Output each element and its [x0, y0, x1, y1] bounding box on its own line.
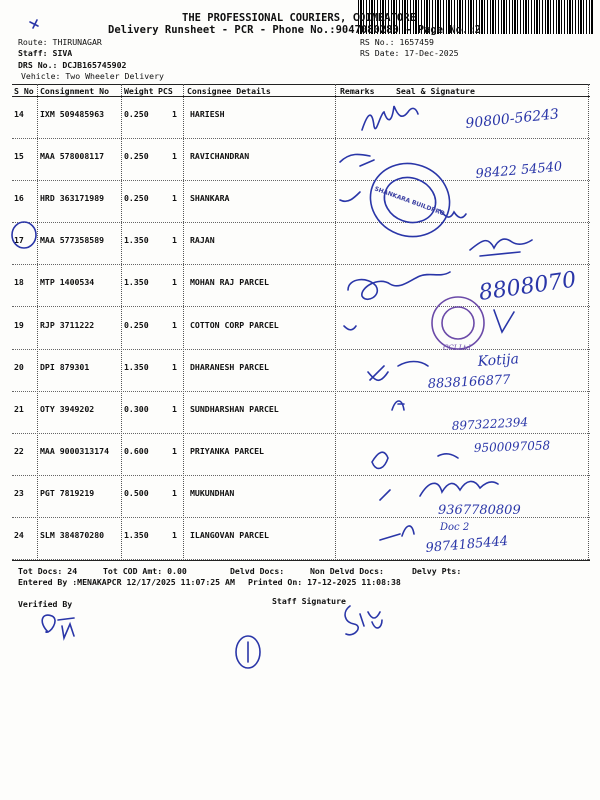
row-pcs: 1 [172, 277, 177, 288]
row-consignment-no: MAA 578008117 [40, 151, 105, 162]
row-sno: 15 [14, 151, 24, 162]
row-pcs: 1 [172, 109, 177, 119]
tick-22 [372, 452, 388, 468]
verified-by-signature [42, 615, 74, 638]
row-sno: 17 [14, 235, 24, 246]
col-header-sno: S No [14, 86, 34, 96]
shankara-stamp [360, 152, 460, 247]
row-pcs: 1 [172, 151, 177, 162]
signature-23 [380, 481, 498, 500]
staff-signature-label: Staff Signature [272, 596, 346, 606]
row-consignee: RAVICHANDRAN [190, 151, 250, 162]
circled-17 [12, 222, 36, 248]
row-pcs: 1 [172, 403, 177, 414]
rs-no-label: RS No.: [360, 37, 395, 47]
row-consignment-no: IXM 509485963 [40, 109, 105, 119]
col-header-consignment: Consignment No [40, 86, 110, 96]
tick-19 [344, 326, 356, 330]
printed-on: Printed On: 17-12-2025 11:08:38 [248, 577, 401, 587]
row-pcs: 1 [172, 235, 177, 246]
tick-16 [340, 192, 360, 201]
signature-21 [392, 401, 404, 410]
row-consignment-no: SLM 384870280 [40, 530, 105, 540]
scribble-20 [398, 362, 428, 367]
stray-mark [30, 20, 38, 28]
handwritten-phone-21: 8973222394 [451, 415, 529, 433]
runsheet-title: Delivery Runsheet - PCR - Phone No.:9047080280 - Page No.:2 [108, 24, 481, 36]
drs-value: DCJB165745902 [62, 60, 127, 70]
company-title: THE PROFESSIONAL COURIERS, COIMBATORE [182, 12, 416, 24]
row-consignment-no: DPI 879301 [40, 361, 90, 372]
col-header-seal: Seal & Signature [396, 86, 475, 96]
row-consignee: PRIYANKA PARCEL [190, 445, 264, 456]
delivery-points: Delvy Pts: [412, 566, 462, 576]
scribble-22 [438, 454, 458, 458]
row-sno: 19 [14, 319, 24, 330]
row-consignment-no: MAA 9000313174 [40, 445, 110, 456]
handwritten-phone-24: 9874185444 [425, 533, 509, 556]
row-pcs: 1 [172, 193, 177, 204]
handwritten-phone-18: 8808070 [477, 267, 578, 306]
row-weight: 1.350 [124, 277, 149, 288]
row-weight: 0.300 [124, 403, 149, 414]
row-weight: 0.600 [124, 445, 149, 456]
row-consignee: SUNDHARSHAN PARCEL [190, 403, 279, 414]
rs-no-value: 1657459 [399, 37, 434, 47]
svg-text:CCI Ltd.: CCI Ltd. [443, 344, 473, 352]
row-consignment-no: HRD 363171989 [40, 193, 105, 204]
row-consignment-no: RJP 3711222 [40, 319, 95, 330]
row-consignee: COTTON CORP PARCEL [190, 319, 279, 330]
row-consignment-no: OTY 3949202 [40, 403, 95, 414]
row-weight: 0.250 [124, 319, 149, 330]
signature-14 [362, 106, 418, 130]
col-header-remarks: Remarks [340, 86, 375, 96]
total-docs: Tot Docs: 24 [18, 566, 78, 576]
tick-15 [340, 154, 374, 166]
row-sno: 23 [14, 487, 24, 498]
stamp-text: SHANKARA BUILDPRO [373, 185, 446, 218]
handwritten-phone-20: 8838166877 [427, 372, 511, 392]
total-cod: Tot COD Amt: 0.00 [103, 566, 187, 576]
non-delivered-docs: Non Delvd Docs: [310, 566, 384, 576]
tick-20 [368, 366, 388, 380]
row-weight: 0.500 [124, 487, 149, 498]
signature-17 [470, 239, 532, 256]
signature-18 [348, 272, 450, 299]
signature-24 [380, 526, 414, 540]
handwritten-name-20: Kotija [477, 351, 520, 370]
col-header-pcs: PCS [158, 86, 173, 96]
row-pcs: 1 [172, 445, 177, 456]
row-weight: 1.350 [124, 235, 149, 246]
row-weight: 0.250 [124, 193, 149, 204]
handwritten-note-24: Doc 2 [440, 522, 470, 533]
row-consignment-no: PGT 7819219 [40, 487, 95, 498]
route-label: Route: [18, 37, 48, 47]
handwritten-phone-15: 98422 54540 [475, 159, 563, 182]
staff-signature-mark [345, 606, 382, 635]
row-pcs: 1 [172, 487, 177, 498]
rs-date-label: RS Date: [360, 48, 400, 58]
row-sno: 18 [14, 277, 24, 288]
entered-by: Entered By :MENAKAPCR 12/17/2025 11:07:25 AM [18, 577, 235, 587]
row-consignee: HARIESH [190, 109, 225, 119]
drs-label: DRS No.: [18, 60, 58, 70]
row-consignee: MOHAN RAJ PARCEL [190, 277, 269, 288]
row-weight: 0.250 [124, 151, 149, 162]
row-sno: 24 [14, 530, 24, 540]
row-consignee: MUKUNDHAN [190, 487, 235, 498]
handwritten-phone-22: 9500097058 [473, 438, 551, 455]
row-weight: 0.250 [124, 109, 149, 119]
row-consignee: SHANKARA [190, 193, 230, 204]
row-consignment-no: MAA 577358589 [40, 235, 105, 246]
row-pcs: 1 [172, 530, 177, 540]
row-consignee: RAJAN [190, 235, 215, 246]
row-consignment-no: MTP 1400534 [40, 277, 95, 288]
row-consignee: ILANGOVAN PARCEL [190, 530, 269, 540]
row-sno: 20 [14, 361, 24, 372]
signature-19 [494, 310, 514, 332]
row-weight: 1.350 [124, 530, 149, 540]
row-sno: 16 [14, 193, 24, 204]
cci-stamp [432, 297, 484, 352]
row-weight: 1.350 [124, 361, 149, 372]
staff-label: Staff: [18, 48, 48, 58]
col-header-weight: Weight [124, 86, 154, 96]
row-pcs: 1 [172, 319, 177, 330]
col-header-consignee: Consignee Details [187, 86, 271, 96]
row-sno: 14 [14, 109, 24, 119]
row-sno: 21 [14, 403, 24, 414]
vehicle-label: Vehicle: [21, 71, 61, 81]
vehicle-value: Two Wheeler Delivery [65, 71, 164, 81]
handwritten-phone-14: 90800-56243 [464, 106, 560, 132]
staff-value: SIVA [52, 48, 73, 58]
verified-by-label: Verified By [18, 599, 73, 609]
delivered-docs: Delvd Docs: [230, 566, 285, 576]
row-pcs: 1 [172, 361, 177, 372]
rs-date-value: 17-Dec-2025 [404, 48, 459, 58]
handwritten-phone-23: 9367780809 [438, 503, 521, 518]
route-value: THIRUNAGAR [52, 37, 102, 47]
row-sno: 22 [14, 445, 24, 456]
row-consignee: DHARANESH PARCEL [190, 361, 269, 372]
